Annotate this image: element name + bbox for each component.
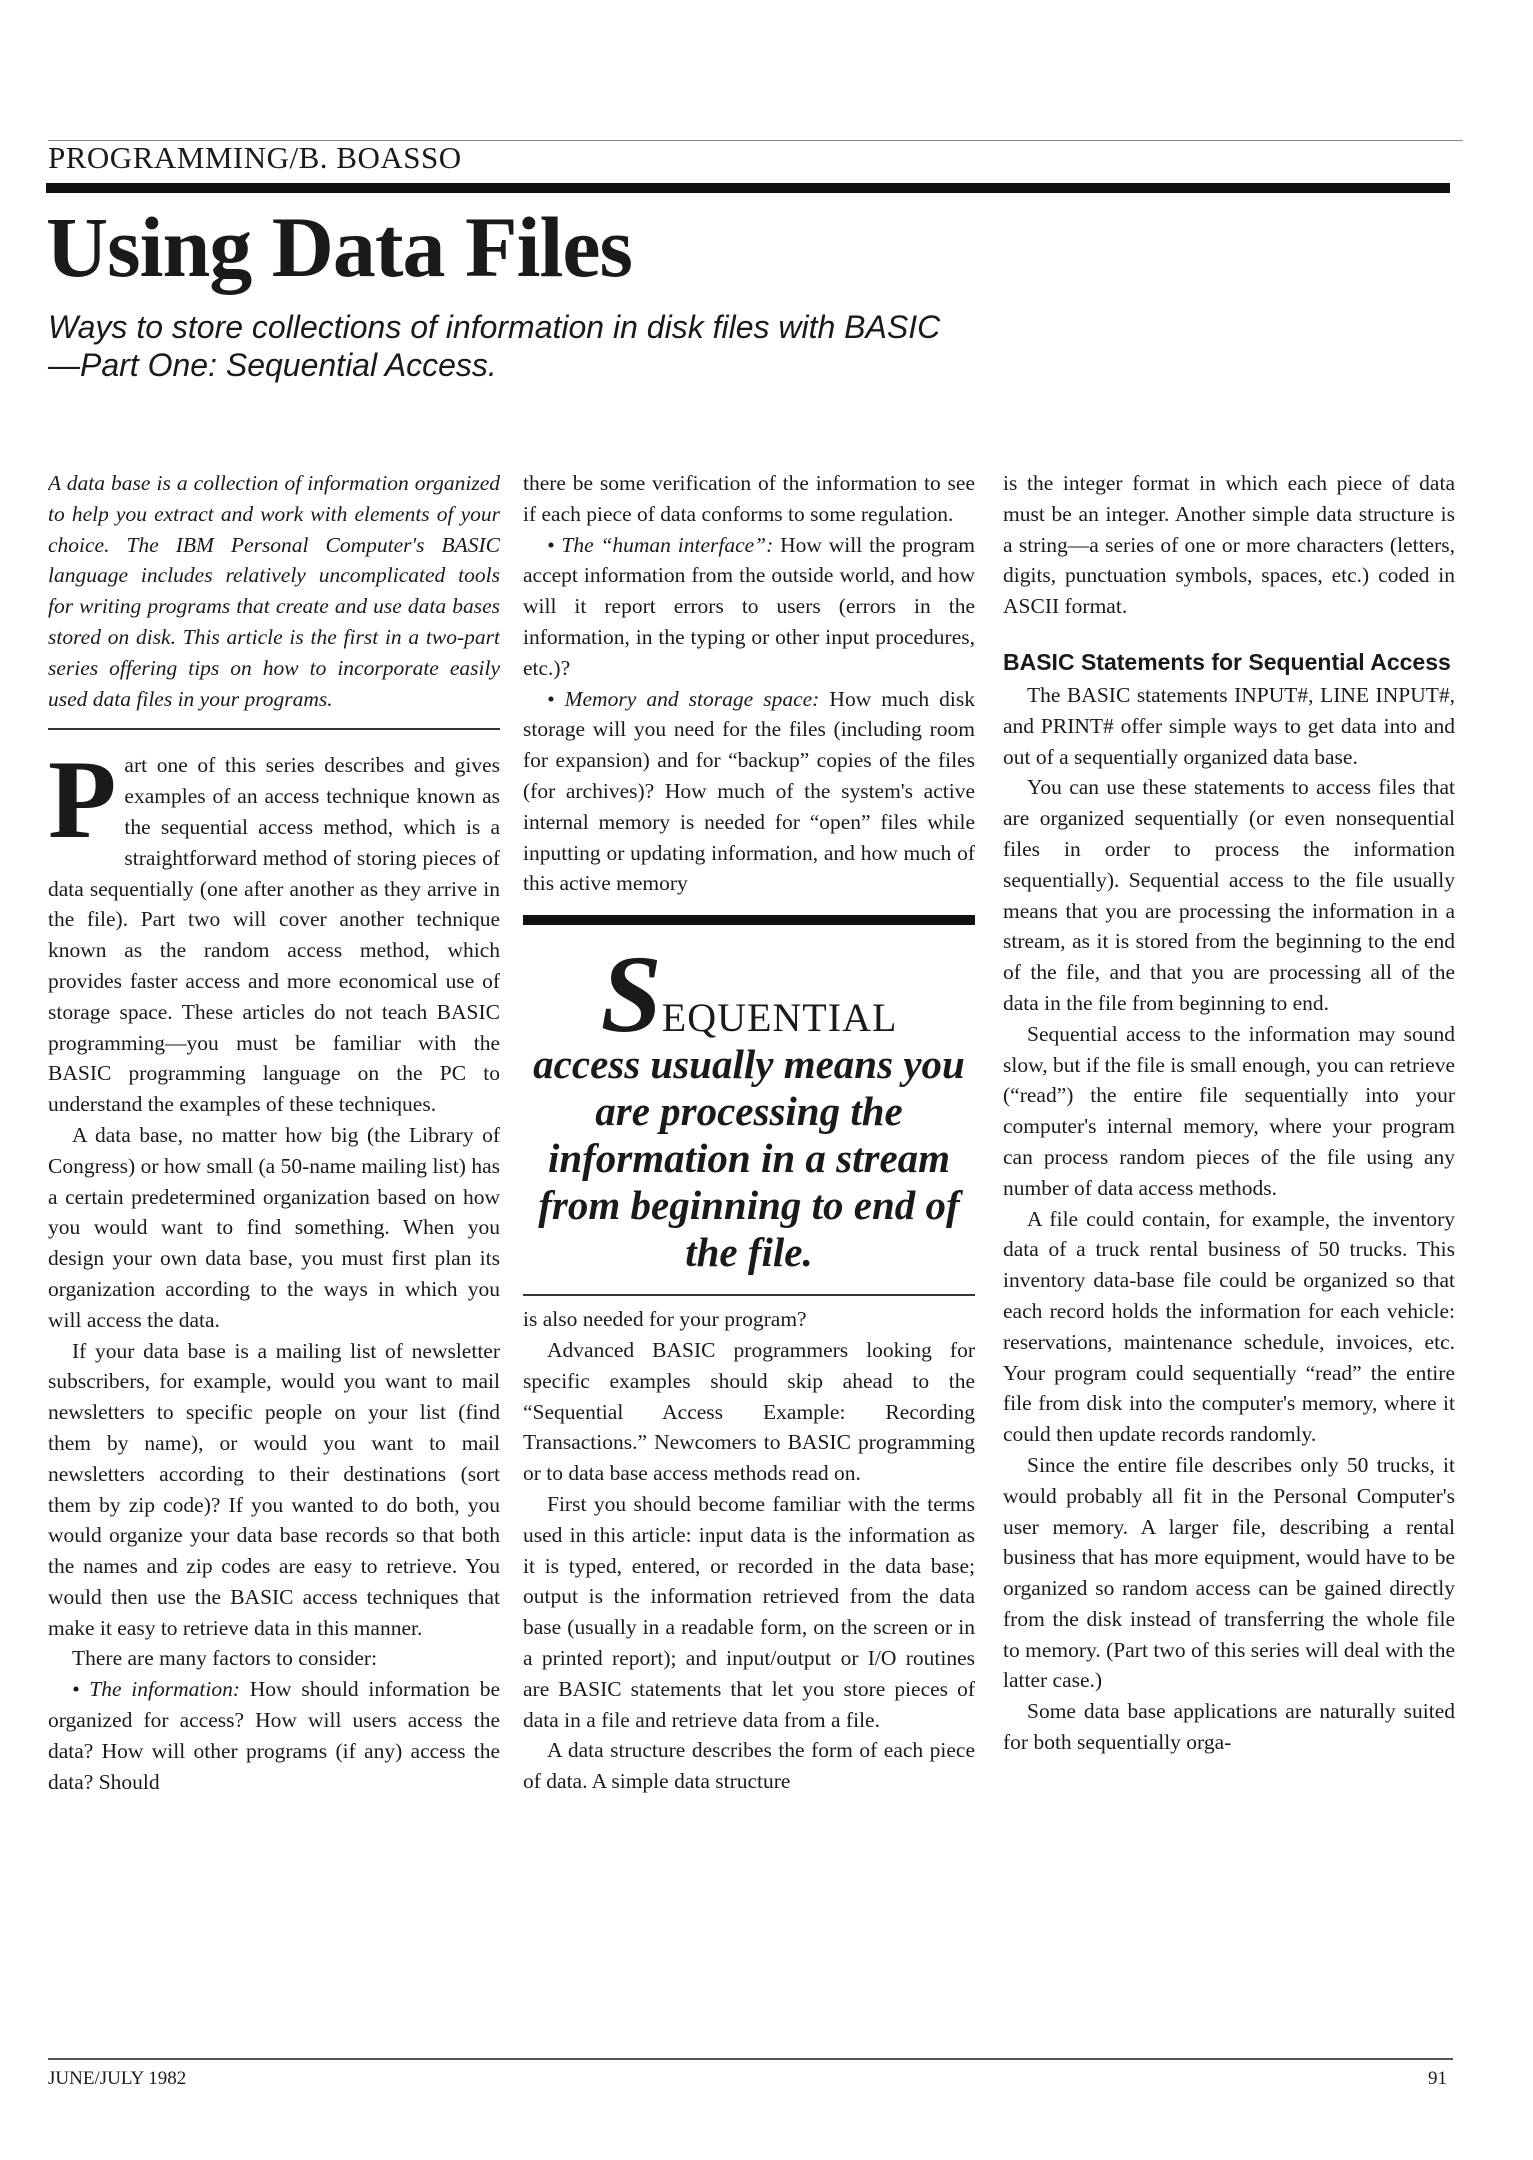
body-paragraph: is the integer format in which each piece of data must be an integer. Another simple data structure is a string—a series of one or more characters (letters, digits, punctuation symbols, spaces, etc.) coded in ASCII format. [1003,471,1455,619]
column-1 [48,468,500,2048]
issue-date: JUNE/JULY 1982 [48,2068,187,2089]
bullet-paragraph [523,684,975,900]
body-paragraph: is also needed for your program? [523,1307,807,1332]
body-paragraph: Advanced BASIC programmers looking for specific examples should skip ahead to the “Sequential Access Example: Recording Transactions.” Newcomers to BASIC programming or to data base access methods read on. [523,1337,975,1486]
pullquote-bottom-rule [523,1294,975,1296]
body-paragraph: If your data base is a mailing list of newsletter subscribers, for example, would you want to mail newsletters to specific people on your list (find them by name), or would you want to mail newsletters according to their destinations (sort them by zip code)? If you wanted to do both, you would organize your data base records so that both the names and zip codes are easy to retrieve. You would then use the BASIC access techniques that make it easy to retrieve data in this manner. [48,1338,500,1640]
bullet-text: How will the program accept information from the outside world, and how will it report errors to users (errors in the information, in the typing or other input procedures, etc.)? [523,532,975,680]
intro-paragraph: A data base is a collection of information organized to help you extract and work with elements of your choice. The IBM Personal Computer's BASIC language includes relatively uncomplicated tools for writing programs that create and use data bases stored on disk. This article is the first in a two-part series offering tips on how to incorporate easily used data files in your programs. [48,471,500,711]
body-paragraph: Sequential access to the information may sound slow, but if the file is small enough, you can retrieve (“read”) the entire file sequentially into your computer's internal memory, where your program can process random pieces of the file using any number of data access methods. [1003,1021,1455,1200]
body-paragraph: Some data base applications are naturally suited for both sequentially orga- [1003,1699,1455,1755]
bullet-lead: • The “human interface”: [547,532,774,557]
body-paragraph: Since the entire file describes only 50 trucks, it would probably all fit in the Personal Computer's user memory. A larger file, describing a rental business that has more equipment, would have to be organized so random access can be gained directly from the disk instead of transferring the whole file to memory. (Part two of this series will deal with the latter case.) [1003,1452,1455,1693]
bullet-text: How should information be organized for access? How will users access the data? How will other programs (if any) access the data? Should [48,1677,500,1794]
article-subtitle: Ways to store collections of information in disk files with BASIC—Part One: Sequential Access. [48,309,941,383]
section-kicker: PROGRAMMING/B. BOASSO [48,140,462,175]
article-title: Using Data Files [46,199,632,295]
footer-rule [48,2058,1453,2060]
column-2 [523,468,975,2048]
pullquote [523,933,975,1294]
page-number: 91 [1428,2068,1447,2089]
pullquote-caps: EQUENTIAL [661,995,898,1041]
bullet-text: How much disk storage will you need for the files (including room for expansion) and for “backup” copies of the files (for archives)? How much of the system's active internal memory is needed for “open” files while inputting or updating information, and how much of this active memory [523,686,975,896]
column-3 [1003,468,1455,2048]
section-heading: BASIC Statements for Sequential Access [1003,648,1451,675]
pullquote-text: access usually means you are processing the information in a stream from beginning to end of the file. [533,1041,965,1276]
body-paragraph: First you should become familiar with the terms used in this article: input data is the information as it is typed, entered, or recorded in the data base; output is the information retrieved from the data base (usually in a readable form, on the screen or in a printed report); and input/output or I/O routines are BASIC statements that let you store pieces of data in a file and retrieve data from a file. [523,1491,975,1732]
bullet-paragraph [523,530,975,684]
bullet-paragraph [48,1674,500,1797]
body-paragraph: The BASIC statements INPUT#, LINE INPUT#, and PRINT# offer simple ways to get data into and out of a sequentially organized data base. [1003,682,1455,769]
body-paragraph: A data structure describes the form of each piece of data. A simple data structure [523,1738,975,1794]
bullet-lead: • Memory and storage space: [547,686,820,711]
intro-rule [48,728,500,730]
drop-cap: P [48,738,117,863]
body-paragraph: A data base, no matter how big (the Library of Congress) or how small (a 50-name mailing list) has a certain predetermined organization based on how you would want to find something. When you design your own data base, you must first plan its organization according to the ways in which you will access the data. [48,1122,500,1332]
paragraph-text: art one of this series describes and gives examples of an access technique known as the sequential access method, which is a straightforward method of storing pieces of data sequentially (one after another as they arrive in the file). Part two will cover another technique known as the random access method, which provides faster access and more economical use of storage space. These articles do not teach BASIC programming—you must be familiar with the BASIC programming language on the PC to understand the examples of these techniques. [48,753,500,1117]
header-thick-rule [46,183,1450,193]
pullquote-initial: S [600,933,662,1056]
bullet-lead: • The information: [72,1677,240,1702]
body-paragraph: There are many factors to consider: [72,1646,378,1671]
body-paragraph: there be some verification of the information to see if each piece of data conforms to some regulation. [523,471,975,526]
body-paragraph: A file could contain, for example, the inventory data of a truck rental business of 50 trucks. This inventory data-base file could be organized so that each record holds the information for each vehicle: reservations, maintenance schedule, invoices, etc. Your program could sequentially “read” the entire file from disk into the computer's memory, where it could then update records randomly. [1003,1206,1455,1447]
body-paragraph: You can use these statements to access files that are organized sequentially (or even nonsequential files in order to process the information sequentially). Sequential access to the file usually means that you are processing the information in a stream, as it is stored from the beginning to the end of the file, and that you are processing all of the data in the file from beginning to end. [1003,775,1455,1015]
pullquote-top-rule [523,915,975,925]
body-paragraph [48,738,500,1120]
